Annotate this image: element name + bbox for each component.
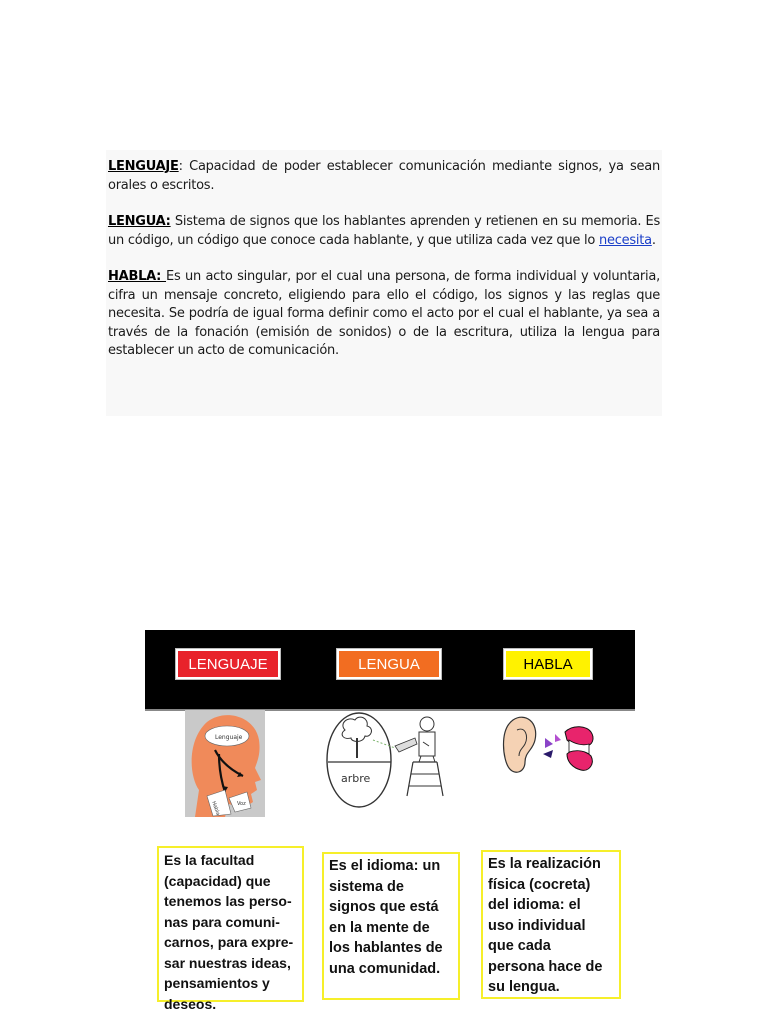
definition-lengua: LENGUA: Sistema de signos que los hablantes aprenden y retienen en su memoria. Es un código, un código que conoce cada hablante, y que utiliza cada vez que lo necesita.	[108, 214, 660, 248]
definition-lenguaje: LENGUAJE: Capacidad de poder establecer comunicación mediante signos, ya sean orales o escritos.	[108, 159, 660, 193]
head-profile-icon	[185, 710, 265, 817]
tree-painter-icon	[325, 710, 450, 810]
definition-habla-text: Es un acto singular, por el cual una persona, de forma individual y voluntaria, cifra un mensaje concreto, eligiendo para ello el código, los signos y las reglas que necesita. Se podría de igual forma definir como el acto por el cual el hablante, ya sea a través de la fonación (emisión de sonidos) o de la escritura, utiliza la lengua para establecer un acto de comunicación.	[108, 269, 660, 358]
term-lenguaje: LENGUAJE	[108, 159, 179, 174]
card-lengua: Es el idioma: un sistema de signos que está en la mente de los hablantes de una comunidad.	[322, 852, 460, 1000]
label-habla: HABLA	[504, 649, 592, 679]
card-habla: Es la realización física (cocreta) del idioma: el uso individual que cada persona hace de su lengua.	[481, 850, 621, 999]
lenguaje-lengua-habla-infographic	[145, 630, 635, 1012]
head-caption-habla: Habla	[210, 800, 221, 817]
definition-habla	[108, 268, 660, 361]
term-habla: HABLA:	[108, 269, 167, 284]
definition-lengua-text: Sistema de signos que los hablantes aprenden y retienen en su memoria. Es un código, un código que conoce cada hablante, y que utiliza cada vez que lo	[108, 214, 660, 248]
tree-word-arbre: arbre	[341, 772, 371, 785]
definition-lenguaje-text: Capacidad de poder establecer comunicación mediante signos, ya sean orales o escritos.	[108, 159, 660, 193]
definitions-block	[106, 150, 662, 416]
head-caption-voz: Voz	[237, 801, 246, 807]
ear-mouth-icon	[495, 710, 600, 790]
term-lengua: LENGUA:	[108, 214, 171, 229]
necesita-link[interactable]: necesita	[598, 232, 652, 248]
label-lenguaje: LENGUAJE	[176, 649, 280, 679]
card-lenguaje: Es la facultad (capacidad) que tenemos las perso- nas para comuni- carnos, para expre- sar nuestras ideas, pensamientos y deseos.	[157, 846, 304, 1002]
label-lengua: LENGUA	[337, 649, 441, 679]
head-caption-lenguaje: Lenguaje	[215, 734, 243, 741]
